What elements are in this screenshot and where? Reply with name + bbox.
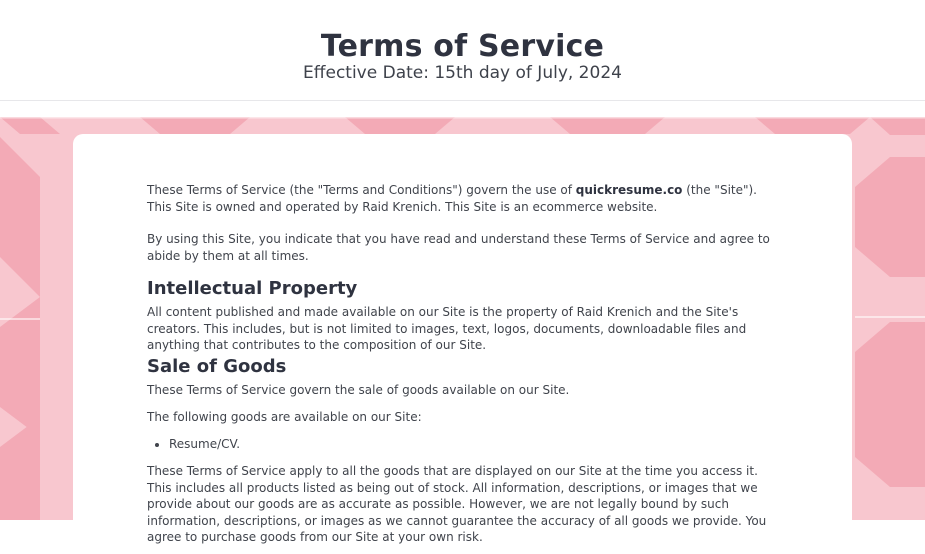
intellectual-property-paragraph: All content published and made available on our Site is the property of Raid Krenich and the Site's creators. This includes, but is not limited to images, text, logos, documents, downloadable files and anything that contributes to the composition of our Site.	[147, 305, 747, 352]
goods-list-intro: The following goods are available on our Site:	[147, 410, 422, 424]
intro-paragraph	[147, 182, 782, 215]
goods-display-paragraph: These Terms of Service apply to all the goods that are displayed on our Site at the time you access it. This includes all products listed as being out of stock. All information, descriptions, or images that we provide about our goods are as accurate as possible. However, we are not legally bound by such information, descriptions, or images as we cannot guarantee the accuracy of all goods we provide. You agree to purchase goods from our Site at your own risk.	[147, 464, 767, 544]
intro-text-start: These Terms of Service (the "Terms and Conditions") govern the use of	[147, 183, 576, 197]
site-name: quickresume.co	[575, 183, 683, 197]
intro-text-end: (the "Site"). This Site is owned and operated by Raid Krenich. This Site is an ecommerce website.	[147, 183, 757, 214]
intellectual-property-heading: Intellectual Property	[147, 278, 358, 299]
agreement-paragraph: By using this Site, you indicate that you have read and understand these Terms of Service and agree to abide by them at all times.	[147, 232, 770, 263]
goods-list	[147, 436, 240, 453]
effective-date: Effective Date: 15th day of July, 2024	[303, 63, 622, 83]
sale-of-goods-heading: Sale of Goods	[147, 356, 287, 377]
page-title: Terms of Service	[320, 29, 605, 64]
sale-of-goods-paragraph: These Terms of Service govern the sale of goods available on our Site.	[147, 383, 570, 397]
page-header	[0, 0, 925, 101]
list-item: • Resume/CV.	[169, 436, 240, 453]
